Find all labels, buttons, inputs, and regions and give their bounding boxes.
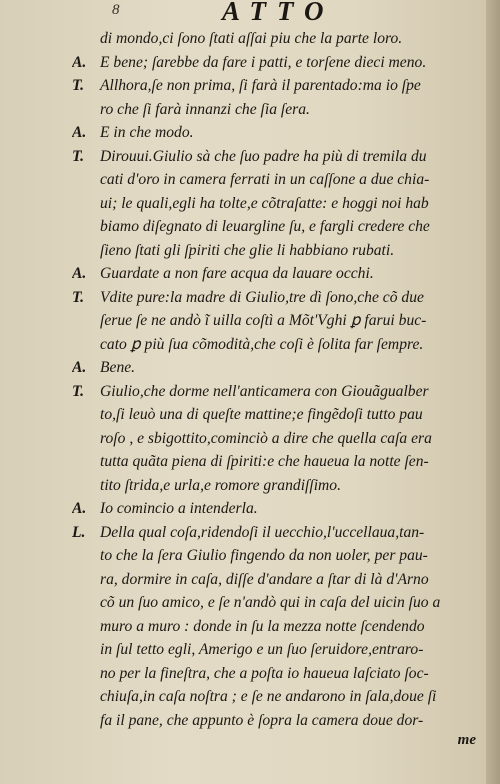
speaker-label: A. [72, 359, 87, 376]
text-line [72, 309, 490, 333]
line-text: E bene; ſarebbe da fare i patti, e torſene dieci meno. [100, 53, 427, 71]
text-line [72, 356, 490, 380]
text-line [72, 638, 490, 662]
adjacent-page-edge [486, 0, 500, 784]
text-line [72, 262, 490, 286]
line-text: Allhora,ſe non prima, ſi farà il parentado:ma io ſpe [100, 77, 421, 94]
line-text: Bene. [100, 359, 136, 376]
text-line [72, 145, 490, 169]
speaker-label: T. [72, 147, 84, 165]
speaker-label: L. [72, 523, 86, 541]
text-line [72, 497, 490, 521]
running-head: ATTO [222, 0, 335, 26]
text-line [72, 168, 490, 192]
speaker-label: A. [72, 265, 87, 282]
text-line [72, 51, 490, 75]
text-line [72, 27, 490, 51]
line-text: Dirouui.Giulio sà che ſuo padre ha più di tremila du [100, 147, 427, 165]
text-block [72, 27, 490, 754]
text-line [72, 74, 490, 98]
line-text: ro che ſi farà innanzi che ſia ſera. [100, 100, 310, 118]
page-number: 8 [112, 2, 120, 18]
line-text: roſo , e sbigottito,cominciò a dire che quella caſa era [100, 429, 432, 447]
text-line [72, 568, 490, 592]
line-text: cati d'oro in camera ferrati in un caſſone a due chia- [100, 171, 430, 188]
line-text: biamo diſegnato di leuargline ſu, e fargli credere che [100, 218, 430, 235]
text-line [72, 121, 490, 145]
text-line [72, 521, 490, 545]
speaker-label: T. [72, 382, 84, 400]
line-text: to,ſi leuò una di queſte mattine;e fingẽdoſi tutto pau [100, 406, 423, 423]
speaker-label: T. [72, 288, 84, 306]
line-text: E in che modo. [100, 124, 194, 141]
speaker-label: A. [72, 124, 87, 141]
text-line [72, 615, 490, 639]
text-line [72, 662, 490, 686]
text-line [72, 403, 490, 427]
line-text: chiuſa,in caſa noſtra ; e ſe ne andarono in ſala,doue ſi [100, 688, 437, 705]
catchword: me [457, 732, 476, 748]
speaker-label: A. [72, 500, 87, 517]
line-text: Io comincio a intenderla. [100, 500, 258, 517]
text-line [72, 685, 490, 709]
line-text: ſieno ſtati gli ſpiriti che glie li habbiano rubati. [100, 241, 395, 259]
text-line [72, 427, 490, 451]
speaker-label: A. [72, 53, 87, 71]
text-line [72, 591, 490, 615]
text-line [72, 333, 490, 357]
text-line [72, 709, 490, 733]
line-text: ui; le quali,egli ha tolte,e cõtraſatte: e hoggi noi hab [100, 194, 429, 212]
line-text: di mondo,ci ſono ſtati aſſai piu che la parte loro. [100, 30, 403, 47]
line-text: muro a muro : donde in ſu la mezza notte ſcendendo [100, 617, 425, 635]
catchword-row [72, 732, 490, 754]
text-line [72, 474, 490, 498]
line-text: cõ un ſuo amico, e ſe n'andò qui in caſa del uicin ſuo a [100, 594, 441, 611]
page-header [0, 0, 500, 26]
line-text: tutta quãta piena di ſpiriti:e che haueua la notte ſen- [100, 453, 429, 470]
line-text: Vdite pure:la madre di Giulio,tre dì ſono,che cõ due [100, 288, 424, 306]
line-text: to che la ſera Giulio fingendo da non uoler, per pau- [100, 547, 428, 564]
text-line [72, 450, 490, 474]
line-text: Guardate a non fare acqua da lauare occhi. [100, 265, 374, 282]
text-line [72, 239, 490, 263]
line-text: ra, dormire in caſa, diſſe d'andare a ſtar di là d'Arno [100, 570, 429, 588]
text-line [72, 286, 490, 310]
line-text: cato ꝑ più ſua cõmodità,che coſi è ſolita far ſempre. [100, 335, 424, 353]
speaker-label: T. [72, 77, 84, 94]
line-text: Giulio,che dorme nell'anticamera con Giouãgualber [100, 382, 429, 400]
text-line [72, 380, 490, 404]
text-line [72, 192, 490, 216]
line-text: fa il pane, che appunto è ſopra la camera doue dor- [100, 711, 424, 729]
text-line [72, 215, 490, 239]
line-text: no per la fineſtra, che a poſta io haueua laſciato ſoc- [100, 664, 429, 682]
line-text: in ſul tetto egli, Amerigo e un ſuo ſeruidore,entraro- [100, 641, 424, 658]
text-line [72, 544, 490, 568]
line-text: Della qual coſa,ridendoſi il uecchio,l'uccellaua,tan- [100, 523, 425, 541]
line-text: tito ſtrida,e urla,e romore grandiſſimo. [100, 476, 341, 494]
text-line [72, 98, 490, 122]
line-text: ſerue ſe ne andò ĩ uilla coſtì a Mõt'Vghi ꝑ farui buc- [100, 312, 427, 329]
